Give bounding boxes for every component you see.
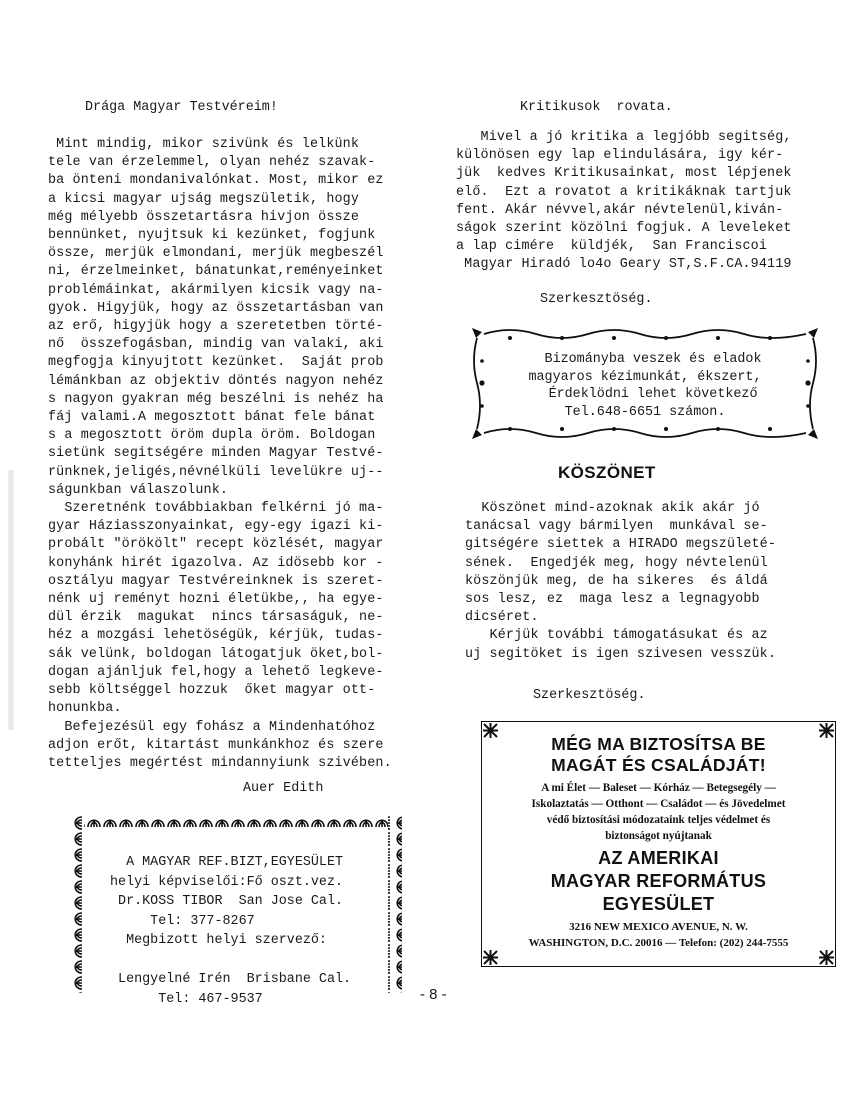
- ad-address: [482, 919, 835, 951]
- letter-signature: Auer Edith: [243, 781, 324, 796]
- text-line: a kicsi magyar ujság megszületik, hogy: [48, 191, 360, 207]
- snowflake-ornament-icon: [819, 950, 834, 965]
- text-line: Iskolaztatás — Otthont — Családot — és Jövedelmet: [531, 798, 786, 810]
- text-line: ságok szerint közölni fogjuk. A leveleket: [456, 221, 792, 237]
- text-line: problémáinkat, akármilyen kicsik vagy na-: [48, 282, 384, 298]
- text-line: MÉG MA BIZTOSÍTSA BE: [551, 734, 766, 754]
- text-line: tele van érzelemmel, olyan nehéz szavak-: [48, 155, 376, 171]
- thanks-title: KÖSZÖNET: [558, 463, 656, 482]
- critics-column-body: [456, 129, 792, 275]
- text-line: lémánkban az objektiv döntés nagyon nehéz: [48, 373, 384, 389]
- text-line: s nagyon gyakran még beszélni is nehéz ha: [48, 391, 384, 407]
- text-line: probált "örökölt" recept közlését, magyar: [48, 537, 384, 553]
- text-line: 3216 NEW MEXICO AVENUE, N. W.: [569, 921, 748, 933]
- ad-organization: [482, 847, 835, 916]
- snowflake-ornament-icon: [483, 950, 498, 965]
- text-line: osztályu magyar Testvéreinknek is szeret-: [48, 573, 384, 589]
- text-line: konyhánk hirét igazolva. Az idösebb kor -: [48, 555, 384, 571]
- text-line: nő összefogásban, mindig van valaki, aki: [48, 337, 384, 353]
- text-line: tanácsal vagy bármilyen munkával se-: [465, 519, 768, 535]
- insurance-ad: [481, 721, 836, 967]
- text-line: Köszönet mind-azoknak akik akár jó: [465, 501, 760, 516]
- ad-body: [482, 780, 835, 844]
- text-line: s a megosztott öröm dupla öröm. Boldogan: [48, 428, 376, 444]
- text-line: Tel.648-6651 számon.: [564, 404, 726, 420]
- text-line: Magyar Hiradó lo4o Geary ST,S.F.CA.94119: [456, 257, 792, 273]
- text-line: Bizományba veszek és eladok: [528, 352, 762, 367]
- text-line: sebb költséggel hozzuk őket magyar ott-: [48, 683, 376, 699]
- text-line: rünknek,jeligés,névnélküli levelükre uj--: [48, 464, 384, 480]
- representative-text: [110, 853, 351, 1009]
- text-line: A mi Élet — Baleset — Kórház — Betegsegély —: [541, 782, 776, 794]
- text-line: köszönjük meg, de ha sikeres és áldá: [465, 573, 768, 589]
- text-line: A MAGYAR REF.BIZT,EGYESÜLET: [110, 855, 344, 870]
- text-line: megfogja kinyujtott kezünket. Saját prob: [48, 355, 384, 371]
- text-line: sének. Engedjék meg, hogy névtelenül: [465, 555, 768, 571]
- text-line: honunkba.: [48, 701, 122, 717]
- text-line: sák velünk, boldogan látogatjuk öket,bol-: [48, 646, 384, 662]
- text-line: össze, merjük elmondani, merjük megbeszél: [48, 246, 384, 262]
- text-line: helyi képviselői:Fő oszt.vez.: [110, 874, 344, 890]
- text-line: magyaros kézimunkát, ékszert,: [528, 369, 762, 385]
- text-line: Megbizott helyi szervező:: [110, 933, 327, 948]
- text-line: Tel: 467-9537: [110, 991, 263, 1007]
- text-line: bennünket, nyujtsuk ki kezünket, fogjunk: [48, 228, 376, 244]
- thanks-signature: Szerkesztöség.: [533, 688, 646, 703]
- text-line: nénk uj reményt hozni életükbe,, ha egye-: [48, 592, 384, 608]
- text-line: Lengyelné Irén Brisbane Cal.: [110, 972, 352, 987]
- text-line: gyok. Higyjük, hogy az összetartásban van: [48, 300, 384, 316]
- scan-edge-artifact: [8, 470, 14, 730]
- text-line: adjon erőt, kitartást munkánkhoz és szere: [48, 737, 384, 753]
- text-line: még mélyebb összetartásra hivjon össze: [48, 209, 360, 225]
- text-line: AZ AMERIKAI: [598, 848, 719, 868]
- text-line: különösen egy lap elindulására, igy kér-: [456, 148, 784, 164]
- text-line: MAGÁT ÉS CSALÁDJÁT!: [551, 755, 766, 775]
- thanks-body: [465, 500, 776, 664]
- ad-headline: [482, 734, 835, 776]
- text-line: ba önteni mondanivalónkat. Most, mikor ez: [48, 173, 384, 189]
- text-line: WASHINGTON, D.C. 20016 — Telefon: (202) 244-7555: [528, 937, 789, 949]
- text-line: sos lesz, ez maga lesz a legnagyobb: [465, 592, 760, 608]
- text-line: Mivel a jó kritika a legjóbb segitség,: [456, 130, 792, 145]
- text-line: védő biztosítási módozataink teljes védelmet és: [546, 814, 771, 826]
- text-line: Mint mindig, mikor szivünk és lelkünk: [48, 137, 360, 152]
- representative-box: [70, 815, 402, 1007]
- text-line: biztonságot nyújtanak: [605, 830, 712, 842]
- text-line: dicséret.: [465, 610, 539, 626]
- text-line: elő. Ezt a rovatot a kritikáknak tartjuk: [456, 184, 792, 200]
- text-line: a lap cimére küldjék, San Franciscoi: [456, 239, 768, 255]
- text-line: fent. Akár névvel,akár névtelenül,kiván-: [456, 202, 784, 218]
- page-number: - 8 -: [420, 986, 447, 1003]
- text-line: Szeretnénk továbbiakban felkérni jó ma-: [48, 501, 384, 517]
- text-line: gyar Háziasszonyainkat, egy-egy igazi ki-: [48, 519, 384, 535]
- text-line: héz a mozgási lehetöségük, kérjük, tudas-: [48, 628, 384, 644]
- text-line: sietünk segitségére minden Magyar Testvé-: [48, 446, 384, 462]
- text-line: ni, érzelmeinket, bánatunkat,reményeinket: [48, 264, 384, 280]
- text-line: dül érzik magukat nincs társaságuk, ne-: [48, 610, 384, 626]
- text-line: tetteljes megértést mindannyiunk szivében.: [48, 755, 392, 771]
- text-line: jük kedves Kritikusainkat, most lépjenek: [456, 166, 792, 182]
- text-line: Befejezésül egy fohász a Mindenhatóhoz: [48, 719, 376, 735]
- text-line: [110, 951, 351, 971]
- letter-greeting: Drága Magyar Testvéreim!: [85, 100, 278, 115]
- text-line: gitségére siettek a HIRADO megszületé-: [465, 537, 777, 553]
- critics-column-title: Kritikusok rovata.: [520, 100, 673, 115]
- text-line: Kérjük további támogatásukat és az: [465, 628, 768, 644]
- text-line: MAGYAR REFORMÁTUS: [550, 871, 767, 891]
- text-line: dogan ajánljuk fel,hogy a lehető legkeve-: [48, 664, 384, 680]
- text-line: Tel: 377-8267: [110, 913, 255, 929]
- text-line: Érdeklödni lehet következő: [532, 387, 758, 402]
- text-line: EGYESÜLET: [602, 894, 715, 914]
- text-line: az erő, higyjük hogy a szeretetben törté-: [48, 319, 384, 335]
- consignment-ad-text: [470, 351, 820, 421]
- editorial-signature: Szerkesztöség.: [540, 292, 653, 307]
- consignment-ad-box: [470, 326, 820, 441]
- text-line: uj segitöket is igen szivesen vesszük.: [465, 646, 777, 662]
- text-line: ságunkban válaszolunk.: [48, 482, 229, 498]
- text-line: fáj valami.A megosztott bánat fele bánat: [48, 410, 376, 426]
- letter-body: [48, 136, 392, 773]
- text-line: Dr.KOSS TIBOR San Jose Cal.: [110, 894, 344, 909]
